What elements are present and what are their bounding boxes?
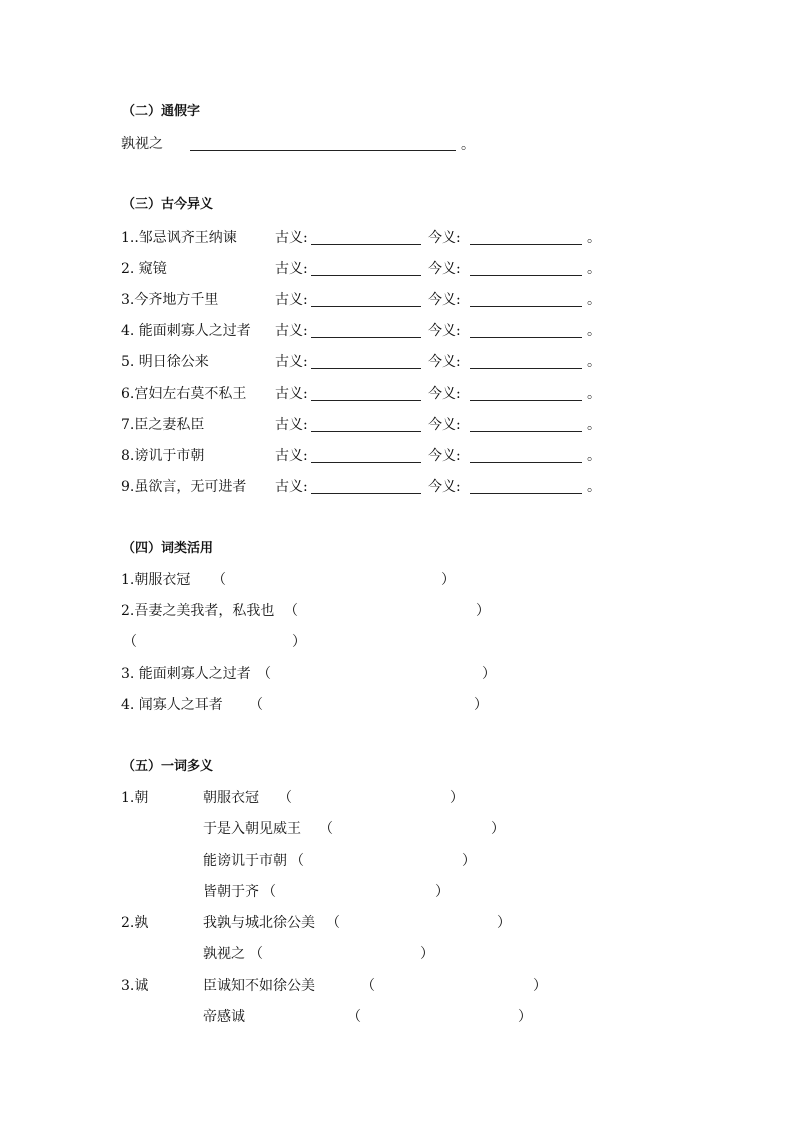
jin-yi-answer-line[interactable] (470, 368, 582, 369)
polysemy-word: 3.诚 (121, 978, 149, 994)
jin-yi-label: 今义: (428, 417, 461, 433)
jin-yi-label: 今义: (428, 323, 461, 339)
jin-yi-answer-line[interactable] (470, 275, 582, 276)
close-paren: ） (497, 915, 511, 931)
close-paren: ） (420, 946, 434, 962)
gujin-item: 4. 能面刺寡人之过者 (121, 323, 251, 339)
open-paren: （ (212, 572, 226, 588)
gujin-item: 9.虽欲言，无可进者 (121, 479, 247, 495)
gujin-item: 5. 明日徐公来 (121, 354, 209, 370)
close-paren: ） (533, 978, 547, 994)
jin-yi-label: 今义: (428, 448, 461, 464)
gu-yi-label: 古义: (275, 230, 308, 246)
open-paren: （ (326, 915, 340, 931)
close-paren: ） (476, 603, 490, 619)
gujin-item: 3.今齐地方千里 (121, 292, 219, 308)
open-paren: （ (257, 666, 271, 682)
gu-yi-label: 古义: (275, 479, 308, 495)
polysemy-example: 我孰与城北徐公美 (203, 915, 315, 931)
period: 。 (587, 479, 601, 495)
jin-yi-label: 今义: (428, 261, 461, 277)
jin-yi-label: 今义: (428, 386, 461, 402)
section-title-cilei: （四）词类活用 (122, 541, 214, 556)
gu-yi-answer-line[interactable] (311, 368, 421, 369)
gu-yi-answer-line[interactable] (311, 306, 421, 307)
close-paren: ） (518, 1009, 532, 1025)
jin-yi-answer-line[interactable] (470, 462, 582, 463)
jin-yi-answer-line[interactable] (470, 244, 582, 245)
open-paren: （ (123, 634, 137, 650)
close-paren: ） (474, 697, 488, 713)
jin-yi-label: 今义: (428, 292, 461, 308)
section-title-yiciduoyi: （五）一词多义 (122, 759, 214, 774)
open-paren: （ (284, 603, 298, 619)
jin-yi-label: 今义: (428, 354, 461, 370)
polysemy-example: 朝服衣冠 (203, 790, 259, 806)
jin-yi-answer-line[interactable] (470, 431, 582, 432)
gu-yi-answer-line[interactable] (311, 400, 421, 401)
period: 。 (587, 386, 601, 402)
gu-yi-answer-line[interactable] (311, 462, 421, 463)
gu-yi-answer-line[interactable] (311, 244, 421, 245)
gujin-item: 6.宫妇左右莫不私王 (121, 386, 247, 402)
polysemy-word: 2.孰 (121, 915, 149, 931)
polysemy-example: 孰视之 (203, 946, 245, 962)
gu-yi-answer-line[interactable] (311, 493, 421, 494)
close-paren: ） (482, 666, 496, 682)
period: 。 (587, 417, 601, 433)
polysemy-example: 臣诚知不如徐公美 (203, 978, 315, 994)
gu-yi-label: 古义: (275, 354, 308, 370)
period: 。 (587, 323, 601, 339)
open-paren: （ (361, 978, 375, 994)
cilei-item: 2.吾妻之美我者，私我也 (121, 603, 275, 619)
tongjiazi-item: 孰视之 (121, 136, 163, 152)
gujin-item: 8.谤讥于市朝 (121, 448, 205, 464)
close-paren: ） (435, 884, 449, 900)
open-paren: （ (278, 790, 292, 806)
gu-yi-answer-line[interactable] (311, 337, 421, 338)
gu-yi-answer-line[interactable] (311, 275, 421, 276)
jin-yi-answer-line[interactable] (470, 337, 582, 338)
polysemy-example: 帝感诚 (203, 1009, 245, 1025)
open-paren: （ (347, 1009, 361, 1025)
section-title-tongjiazi: （二）通假字 (122, 104, 201, 119)
period: 。 (587, 230, 601, 246)
cilei-item: 4. 闻寡人之耳者 (121, 697, 223, 713)
cilei-item: 1.朝服衣冠 (121, 572, 191, 588)
close-paren: ） (441, 572, 455, 588)
gujin-item: 1..邹忌讽齐王纳谏 (121, 230, 237, 246)
gu-yi-answer-line[interactable] (311, 431, 421, 432)
period: 。 (461, 137, 475, 153)
gu-yi-label: 古义: (275, 261, 308, 277)
period: 。 (587, 292, 601, 308)
open-paren: （ (249, 946, 263, 962)
gu-yi-label: 古义: (275, 323, 308, 339)
jin-yi-label: 今义: (428, 479, 461, 495)
period: 。 (587, 261, 601, 277)
gu-yi-label: 古义: (275, 448, 308, 464)
period: 。 (587, 354, 601, 370)
close-paren: ） (491, 821, 505, 837)
jin-yi-answer-line[interactable] (470, 400, 582, 401)
gu-yi-label: 古义: (275, 292, 308, 308)
open-paren: （ (262, 884, 276, 900)
jin-yi-answer-line[interactable] (470, 306, 582, 307)
tongjiazi-answer-line[interactable] (190, 150, 456, 151)
open-paren: （ (249, 697, 263, 713)
polysemy-example: 能谤讥于市朝 (203, 853, 287, 869)
period: 。 (587, 448, 601, 464)
polysemy-word: 1.朝 (121, 790, 149, 806)
gu-yi-label: 古义: (275, 386, 308, 402)
gujin-item: 7.臣之妻私臣 (121, 417, 205, 433)
close-paren: ） (462, 853, 476, 869)
jin-yi-answer-line[interactable] (470, 493, 582, 494)
cilei-item: 3. 能面刺寡人之过者 (121, 666, 251, 682)
gu-yi-label: 古义: (275, 417, 308, 433)
close-paren: ） (292, 634, 306, 650)
jin-yi-label: 今义: (428, 230, 461, 246)
open-paren: （ (290, 853, 304, 869)
gujin-item: 2. 窥镜 (121, 261, 167, 277)
open-paren: （ (319, 821, 333, 837)
section-title-gujin: （三）古今异义 (122, 197, 214, 212)
close-paren: ） (450, 790, 464, 806)
polysemy-example: 于是入朝见威王 (203, 821, 301, 837)
polysemy-example: 皆朝于齐 (203, 884, 259, 900)
